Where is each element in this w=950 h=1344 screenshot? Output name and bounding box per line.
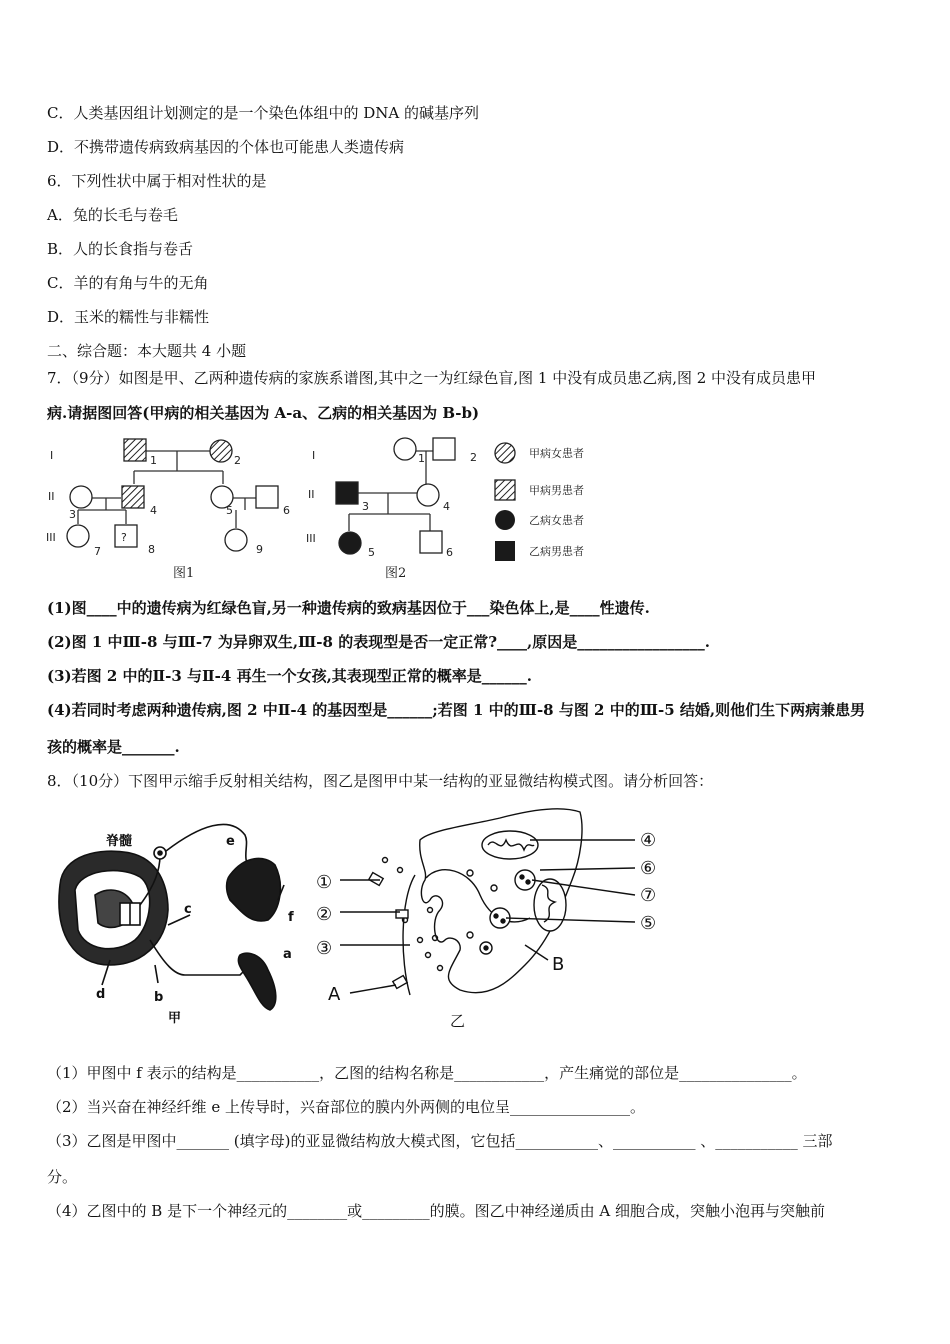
fig1-num-9: 9 <box>256 543 263 556</box>
q6-option-b: B．人的长食指与卷舌 <box>47 240 194 258</box>
label-d: d <box>96 987 106 1002</box>
fig2-num-4: 4 <box>443 500 450 513</box>
q5-option-d: D．不携带遗传病致病基因的个体也可能患人类遗传病 <box>47 138 405 156</box>
fig2-caption: 图2 <box>385 566 407 581</box>
q7-stem-line1: 7．（9分）如图是甲、乙两种遗传病的家族系谱图,其中之一为红绿色盲,图 1 中没有成员患乙病,图 2 中没有成员患甲 <box>47 369 817 387</box>
pedigree-figure <box>40 428 620 588</box>
fig1-gen-II: II <box>48 490 55 503</box>
legend-label-3: 乙病女患者 <box>529 514 584 527</box>
q8-sub3-line1: （3）乙图是甲图中_______ (填字母)的亚显微结构放大模式图，它包括___________、___________ 、___________ 三部 <box>47 1132 833 1150</box>
q8-sub3-line2: 分。 <box>47 1168 78 1186</box>
fig2-num-6: 6 <box>446 546 453 559</box>
fig2-gen-III: III <box>306 532 316 545</box>
fig2-I-2 <box>433 438 455 460</box>
section-heading: 二、综合题：本大题共 4 小题 <box>47 342 247 360</box>
q7-sub4-line2: 孩的概率是_______. <box>47 738 180 756</box>
fig2-I-1 <box>394 438 416 460</box>
q8-sub2: （2）当兴奋在神经纤维 e 上传导时，兴奋部位的膜内外两侧的电位呈________________。 <box>47 1098 645 1116</box>
label-B: B <box>552 954 565 975</box>
fig1-num-2: 2 <box>234 454 241 467</box>
label-circle-3: ③ <box>316 938 333 959</box>
legend-symbol-3 <box>495 510 515 530</box>
fig1-III-9 <box>225 529 247 551</box>
legend-symbol-1 <box>495 443 515 463</box>
fig1-gen-I: I <box>50 449 54 462</box>
fig1-unknown: ? <box>121 531 127 544</box>
q8-sub1: （1）甲图中 f 表示的结构是___________，乙图的结构名称是____________，产生痛觉的部位是_______________。 <box>47 1064 807 1082</box>
fig2-III-6 <box>420 531 442 553</box>
fig1-I-1 <box>124 439 146 461</box>
legend-symbol-2 <box>495 480 515 500</box>
fig2-num-1: 1 <box>418 452 425 465</box>
q8-stem: 8．（10分）下图甲示缩手反射相关结构，图乙是图甲中某一结构的亚显微结构模式图。请分析回答： <box>47 772 714 790</box>
fig1-num-7: 7 <box>94 545 101 558</box>
fig2-num-3: 3 <box>362 500 369 513</box>
fig2-gen-II: II <box>308 488 315 501</box>
q7-sub3: (3)若图 2 中的Ⅱ-3 与Ⅱ-4 再生一个女孩,其表现型正常的概率是______. <box>47 667 533 685</box>
fig1-II-3 <box>70 486 92 508</box>
label-A: A <box>328 984 341 1005</box>
fig2-II-3 <box>336 482 358 504</box>
reflex-arc-figure <box>40 815 310 1035</box>
fig2-num-5: 5 <box>368 546 375 559</box>
synapse-figure <box>310 800 710 1040</box>
caption-jia: 甲 <box>168 1011 182 1026</box>
label-circle-4: ④ <box>640 830 657 851</box>
effector-muscle <box>238 953 275 1010</box>
label-a: a <box>283 947 292 962</box>
q6-option-c: C．羊的有角与牛的无角 <box>47 274 209 292</box>
label-c: c <box>184 902 192 917</box>
legend-symbol-4 <box>495 541 515 561</box>
fig1-num-4: 4 <box>150 504 157 517</box>
q7-sub4-line1: (4)若同时考虑两种遗传病,图 2 中Ⅱ-4 的基因型是______;若图 1 中的Ⅲ-8 与图 2 中的Ⅲ-5 结婚,则他们生下两病兼患男 <box>47 701 866 719</box>
label-circle-2: ② <box>316 904 333 925</box>
q7-sub2: (2)图 1 中Ⅲ-8 与Ⅲ-7 为异卵双生,Ⅲ-8 的表现型是否一定正常?____,原因是_________________. <box>47 633 710 651</box>
label-spinal-cord: 脊髓 <box>106 834 133 849</box>
fig1-caption: 图1 <box>173 566 195 581</box>
label-b: b <box>154 990 164 1005</box>
q6-option-a: A．兔的长毛与卷毛 <box>47 206 178 224</box>
receptor-skin <box>227 858 281 921</box>
fig2-III-5 <box>339 532 361 554</box>
caption-yi: 乙 <box>450 1012 466 1030</box>
q6-option-d: D．玉米的糯性与非糯性 <box>47 308 210 326</box>
label-circle-6: ⑥ <box>640 858 657 879</box>
label-e: e <box>226 834 235 849</box>
label-circle-1: ① <box>316 872 333 893</box>
fig2-II-4 <box>417 484 439 506</box>
fig1-num-6: 6 <box>283 504 290 517</box>
fig1-num-1: 1 <box>150 454 157 467</box>
q6-stem: 6．下列性状中属于相对性状的是 <box>47 172 267 190</box>
legend-label-1: 甲病女患者 <box>529 447 584 460</box>
label-circle-5: ⑤ <box>640 913 657 934</box>
legend-label-4: 乙病男患者 <box>529 545 584 558</box>
fig1-num-3: 3 <box>69 508 76 521</box>
q8-sub4: （4）乙图中的 B 是下一个神经元的________或_________的膜。图乙中神经递质由 A 细胞合成，突触小泡再与突触前 <box>47 1202 825 1220</box>
fig1-num-5: 5 <box>226 504 233 517</box>
fig2-num-2: 2 <box>470 451 477 464</box>
fig1-gen-III: III <box>46 531 56 544</box>
fig2-gen-I: I <box>312 449 316 462</box>
label-circle-7: ⑦ <box>640 885 657 906</box>
q7-stem-line2: 病.请据图回答(甲病的相关基因为 A-a、乙病的相关基因为 B-b) <box>47 404 480 422</box>
fig1-II-6 <box>256 486 278 508</box>
legend-label-2: 甲病男患者 <box>529 484 584 497</box>
fig1-II-4 <box>122 486 144 508</box>
fig1-III-7 <box>67 525 89 547</box>
fig1-num-8: 8 <box>148 543 155 556</box>
label-f: f <box>288 910 294 925</box>
fig1-I-2 <box>210 440 232 462</box>
q7-sub1: (1)图____中的遗传病为红绿色盲,另一种遗传病的致病基因位于___染色体上,是____性遗传. <box>47 599 650 617</box>
q5-option-c: C．人类基因组计划测定的是一个染色体组中的 DNA 的碱基序列 <box>47 104 479 122</box>
